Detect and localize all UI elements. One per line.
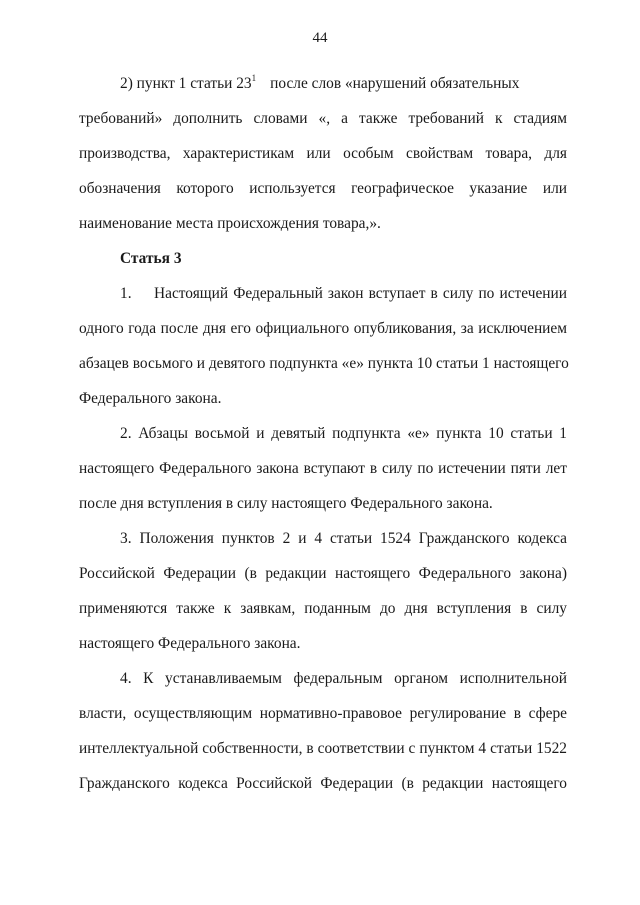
paragraph-line: обозначения которого используется географическое указание или <box>79 180 567 197</box>
article-heading: Статья 3 <box>120 250 182 267</box>
line-text: Настоящий Федеральный закон вступает в силу по истечении <box>154 285 567 302</box>
paragraph-line: производства, характеристикам или особым свойствам товара, для <box>79 145 567 162</box>
paragraph-line: применяются также к заявкам, поданным до дня вступления в силу <box>79 600 567 617</box>
line-text: после слов «нарушений обязательных <box>270 75 520 92</box>
paragraph-line: 3. Положения пунктов 2 и 4 статьи 1524 Гражданского кодекса <box>120 530 567 547</box>
superscript: 1 <box>251 72 257 83</box>
paragraph-line <box>79 66 567 101</box>
paragraph-item-2 <box>79 66 567 241</box>
paragraph-line <box>79 276 567 311</box>
paragraph-line: власти, осуществляющим нормативно-правовое регулирование в сфере <box>79 705 567 722</box>
line-text: 2) пункт 1 статьи 23 <box>120 75 252 92</box>
paragraph-line: настоящего Федерального закона вступают в силу по истечении пяти лет <box>79 460 567 477</box>
paragraph-line: интеллектуальной собственности, в соответствии с пунктом 4 статьи 1522 <box>79 740 567 757</box>
paragraph-item-2-article-3 <box>79 416 567 521</box>
paragraph-item-4 <box>79 661 567 801</box>
paragraph-line: наименование места происхождения товара,». <box>79 215 381 232</box>
paragraph-item-3 <box>79 521 567 661</box>
paragraph-line: Федерального закона. <box>79 390 222 407</box>
paragraph-line: Гражданского кодекса Российской Федерации (в редакции настоящего <box>79 775 567 792</box>
item-number: 1. <box>120 285 132 302</box>
document-body <box>79 66 567 801</box>
page-number: 44 <box>312 30 328 46</box>
paragraph-line: после дня вступления в силу настоящего Федерального закона. <box>79 495 493 512</box>
paragraph-line: настоящего Федерального закона. <box>79 635 301 652</box>
paragraph-line: требований» дополнить словами «, а также требований к стадиям <box>79 110 567 127</box>
paragraph-line: Российской Федерации (в редакции настоящего Федерального закона) <box>79 565 567 582</box>
paragraph-line: абзацев восьмого и девятого подпункта «е» пункта 10 статьи 1 настоящего <box>79 355 569 372</box>
paragraph-line: 4. К устанавливаемым федеральным органом исполнительной <box>120 670 567 687</box>
paragraph-line: 2. Абзацы восьмой и девятый подпункта «е» пункта 10 статьи 1 <box>120 425 567 442</box>
paragraph-item-1 <box>79 276 567 416</box>
paragraph-line: одного года после дня его официального опубликования, за исключением <box>79 320 567 337</box>
